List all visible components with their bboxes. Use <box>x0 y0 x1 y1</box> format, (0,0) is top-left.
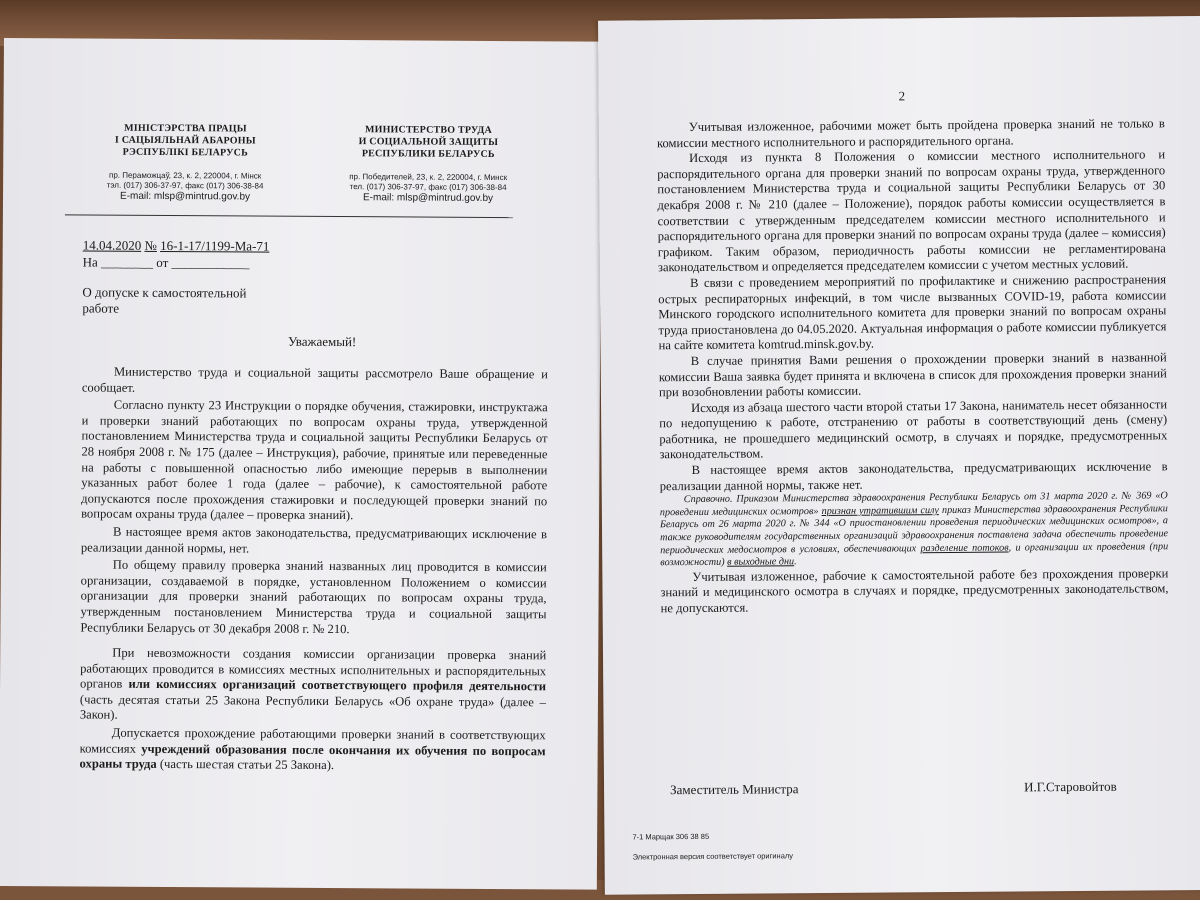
ministry-name-ru-line2: И СОЦИАЛЬНОЙ ЗАЩИТЫ <box>358 136 499 149</box>
number-sign: № <box>144 237 157 253</box>
note-underlined: в выходные дни <box>727 556 795 568</box>
letterhead-russian <box>333 124 523 205</box>
letterhead-divider <box>65 214 513 218</box>
ministry-name-by-line3: РЭСПУБЛІКІ БЕЛАРУСЬ <box>122 146 248 159</box>
letterhead-belarusian <box>95 123 275 204</box>
electronic-version-note: Электронная версия соответствует оригиналу <box>632 851 794 862</box>
ministry-email-ru: E-mail: mlsp@mintrud.gov.by <box>362 192 494 204</box>
note-text: Справочно. Приказом Министерства здравоохранения Республики Беларусь от 31 марта 2020 г. № 369 «О проведении медицинских осмотров» <box>659 490 1168 519</box>
paragraph <box>80 646 546 727</box>
letter-date: 14.04.2020 <box>82 237 142 253</box>
paragraph-text: (часть десятая статьи 25 Закона Республики Беларусь «Об охране труда» (далее – Закон). <box>79 692 546 723</box>
paragraph: В настоящее время актов законодательства, предусматривающих исключение в реализации данной нормы, нет. <box>80 524 548 556</box>
salutation: Уважаемый! <box>287 333 357 350</box>
executor-info: 7-1 Марщак 306 38 85 <box>632 831 710 842</box>
from-label: от <box>156 254 169 271</box>
subject-line1: О допуске к самостоятельной <box>82 284 247 301</box>
note-text: , и организации их проведения (при возможности) <box>660 540 1169 569</box>
signatory-name: И.Г.Старовойтов <box>1023 778 1117 795</box>
paragraph-bold-text: учреждений образования после окончания их обучения по вопросам охраны труда <box>79 741 546 772</box>
reference-blank: ________ <box>101 254 154 270</box>
letter-body-page-2 <box>657 116 1169 617</box>
paragraph: Исходя из пункта 8 Положения о комиссии местного исполнительного и распорядительного органа для проверки знаний по вопросам охраны труда, утвержденного постановлением Министерства труда и социальной защиты Республики Беларусь от 30 декабря 2008 г. № 210 (далее – Положение), порядок работы комиссии осуществляется в соответствии с утвержденным председателем комиссии местного исполнительного и распорядительного органа для проверки знаний по вопросам охраны труда (далее – комиссия) графиком. Таким образом, периодичность работы комиссии не регламентирована законодательством и определяется председателем комиссии с учетом местных условий. <box>657 147 1166 275</box>
paragraph: По общему правилу проверка знаний названных лиц проводится в комиссии организации, создаваемой в порядке, установленном Положением о комиссии организации для проверки знаний работающих по вопросам охраны труда, утвержденным постановлением Министерства труда и социальной защиты Республики Беларусь от 30 декабря 2008 г. № 210. <box>80 557 547 636</box>
paragraph-text: (часть шестая статьи 25 Закона). <box>156 757 335 773</box>
paragraph: В случае принятия Вами решения о прохождении проверки знаний в названной комиссии Ваша заявка будет принята и включена в список для прохождения проверки знаний при возобновлении работы комиссии. <box>658 350 1167 400</box>
letter-page-1 <box>0 38 602 890</box>
paragraph <box>80 726 546 776</box>
letter-subject <box>82 284 282 317</box>
letter-body-page-1 <box>80 364 548 775</box>
paragraph: В настоящее время актов законодательства, предусматривающих исключение в реализации данной нормы, также нет. <box>659 459 1168 493</box>
from-blank: ____________ <box>171 255 250 271</box>
ministry-email-by: E-mail: mlsp@mintrud.gov.by <box>120 190 251 203</box>
ministry-phones-by: тэл. (017) 306-37-97, факс (017) 306-38-84 <box>106 180 264 191</box>
paragraph: Министерство труда и социальной защиты рассмотрело Ваше обращение и сообщает. <box>81 364 548 395</box>
page-number: 2 <box>898 88 906 104</box>
note-underlined: разделение потоков <box>920 542 1009 554</box>
ministry-name-ru-line3: РЕСПУБЛИКИ БЕЛАРУСЬ <box>361 148 495 160</box>
paragraph-text: Допускается прохождение работающими проверки знаний в соответствующих комиссиях <box>79 725 546 756</box>
paragraph: В связи с проведением мероприятий по профилактике и снижению распространения острых респираторных инфекций, в том числе вызванных COVID-19, работа комиссии Минского городского исполнительного комитета для проверки знаний по вопросам охраны труда приостановлена до 04.05.2020. Актуальная информация о работе комиссии публикуется на сайте комитета komtrud.minsk.gov.by. <box>658 272 1167 353</box>
paragraph: Исходя из абзаца шестого части второй статьи 17 Закона, наниматель несет обязанности по недопущению к работе, отстранению от работы в соответствующий день (смену) работника, не прошедшего медицинский осмотр, в случаях и порядке, предусмотренных законодательством. <box>659 396 1168 462</box>
note-text: приказ Министерства здравоохранения Республики Беларусь от 26 марта 2020 г. № 344 «О приостановлении проведения периодических медицинских осмотров», а также руководителям государственных организаций здравоохранения поставлена задача обеспечить проведение периодических медосмотров в условиях, обеспечивающих <box>659 503 1169 556</box>
ministry-name-by-line1: МІНІСТЭРСТВА ПРАЦЫ <box>124 122 247 135</box>
paragraph: Согласно пункту 23 Инструкции о порядке обучения, стажировки, инструктажа и проверки знаний работающих по вопросам охраны труда, утвержденной постановлением Министерства труда и социальной защиты Республики Беларусь от 28 ноября 2008 г. № 175 (далее – Инструкция), рабочие, принятые или переведенные на работы с повышенной опасностью либо имеющие перерыв в выполнении указанных работ более 1 года (далее – рабочие), к самостоятельной работе допускаются после прохождения стажировки и последующей проверки знаний по вопросам охраны труда (далее – проверка знаний). <box>81 397 548 523</box>
registration-line <box>83 236 270 254</box>
ministry-name-by-line2: І САЦЫЯЛЬНАЙ АБАРОНЫ <box>114 134 256 147</box>
letter-number: 16-1-17/1199-Ма-71 <box>160 237 270 254</box>
ministry-address-by: пр. Пераможцаў, 23, к. 2, 220004, г. Мінск <box>108 170 262 181</box>
paragraph: Учитывая изложенное, рабочие к самостоятельной работе без прохождения проверки знаний и медицинского осмотра в случаях и порядке, предусмотренных законодательством, не допускаются. <box>660 566 1169 616</box>
paragraph-bold-text: или комиссиях организаций соответствующего профиля деятельности <box>128 677 547 694</box>
reference-note <box>660 491 1169 571</box>
registration-block <box>83 236 270 271</box>
note-text: . <box>794 556 797 568</box>
subject-line2: работе <box>82 300 120 316</box>
reference-label: На <box>82 254 98 270</box>
paragraph-text: При невозможности создания комиссии организации проверка знаний работающих проводится в комиссиях местных исполнительных и распорядительных органов <box>80 645 547 692</box>
ministry-phones-ru: тел. (017) 306-37-97, факс (017) 306-38-84 <box>349 182 507 193</box>
signatory-title: Заместитель Министра <box>670 781 799 798</box>
ministry-address-ru: пр. Победителей, 23, к. 2, 220004, г. Минск <box>349 172 508 183</box>
note-underlined: признан утратившим силу <box>821 504 939 517</box>
paragraph: Учитывая изложенное, рабочими может быть пройдена проверка знаний не только в комиссии местного исполнительного и распорядительного органа. <box>656 116 1165 150</box>
letter-page-2 <box>598 16 1200 895</box>
reference-line <box>83 253 270 271</box>
ministry-name-ru-line1: МИНИСТЕРСТВО ТРУДА <box>364 124 492 136</box>
